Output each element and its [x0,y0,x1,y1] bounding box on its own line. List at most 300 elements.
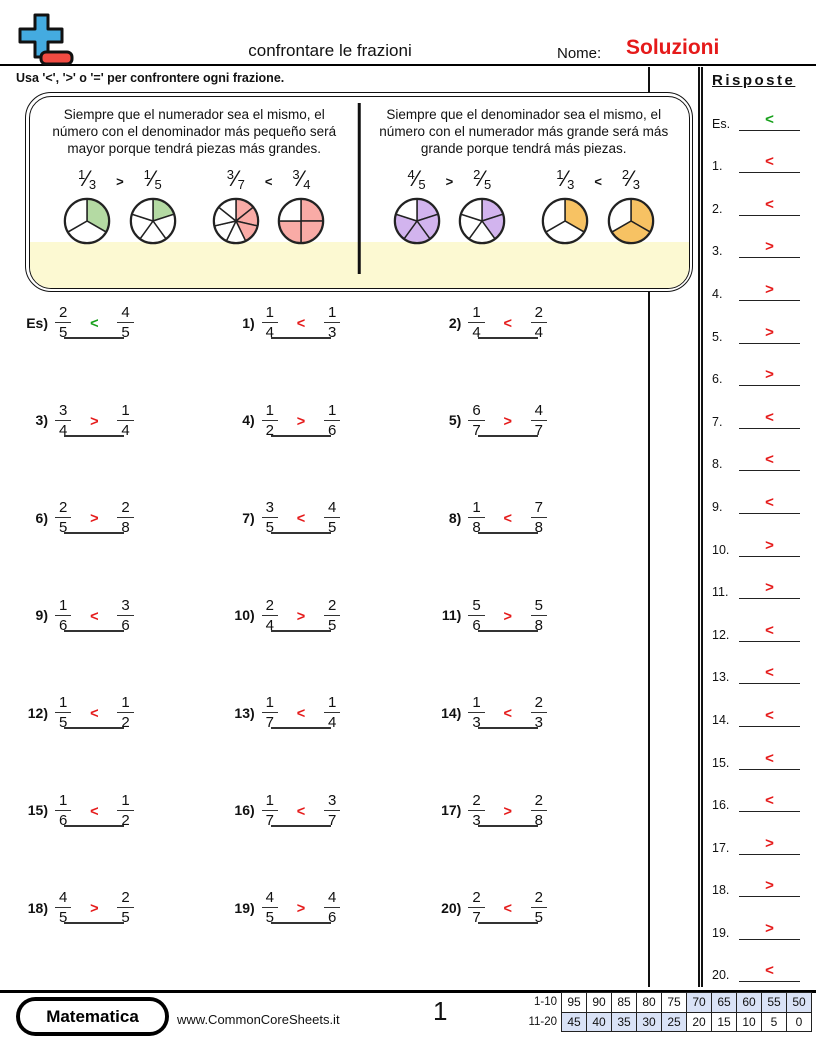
score-cell: 20 [687,1012,712,1032]
answer-blank [271,602,331,632]
answer-label: 20. [712,968,730,983]
fraction-denominator: 5 [324,615,340,634]
answer-symbol: > [90,511,99,527]
example-fraction: $^3$⁄4 [292,166,311,193]
answer-blank [739,494,800,514]
fraction-denominator: 4 [55,420,71,439]
hint-right-examples [375,166,673,245]
example-fraction: $^2$⁄5 [473,166,492,193]
fraction-denominator: 5 [117,322,133,341]
answer-row [712,521,808,564]
fraction-denominator: 6 [324,420,340,439]
fraction-numerator: 6 [472,401,481,419]
pie-chart [129,197,177,245]
fraction-numerator: 2 [534,304,544,321]
fraction-left [262,792,278,829]
problem-number: 16) [234,802,255,818]
fraction-right [531,792,547,829]
example-comparison: < [264,174,273,190]
fraction-right [117,889,133,926]
example-fraction: $^1$⁄3 [78,166,97,193]
fraction-denominator: 4 [531,322,547,341]
answer-blank [739,238,800,258]
fraction-right [324,597,340,634]
fraction-numerator: 4 [121,304,130,321]
example-fraction: $^1$⁄5 [143,166,162,193]
answer-symbol: > [765,323,774,341]
score-cell: 75 [662,993,687,1013]
fraction-denominator: 5 [117,907,133,926]
score-cell: 80 [637,993,662,1013]
fraction-numerator: 2 [534,791,544,809]
fraction-right [324,402,340,439]
answer-label: 10. [712,542,730,557]
score-table [528,992,812,1032]
answer-row [712,564,808,607]
fraction-left [262,889,278,926]
answer-blank [739,196,800,216]
answer-row [712,777,808,820]
problem-number: 17) [441,802,462,818]
problems-grid [14,296,634,979]
fraction-denominator: 4 [262,615,278,634]
answer-symbol: < [765,621,774,639]
hint-left-examples [46,166,344,245]
fraction-numerator: 2 [121,499,130,516]
fraction-numerator: 4 [59,889,68,906]
fraction-left [262,402,278,439]
fraction-numerator: 4 [534,401,544,419]
answer-label: 13. [712,670,730,685]
score-cell: 85 [612,993,637,1013]
fraction-numerator: 5 [534,596,544,614]
score-cell: 10 [737,1012,762,1032]
answer-blank [739,792,800,812]
fraction-denominator: 3 [531,712,547,731]
score-range-label: 11-20 [528,1015,557,1028]
fraction-numerator: 1 [265,694,274,711]
answer-label: Es. [712,116,731,131]
pie-chart [63,197,111,245]
hint-example [63,166,177,245]
answer-label: 3. [712,244,723,259]
answer-blank [739,451,800,471]
score-cell: 40 [587,1012,612,1032]
problem [14,304,221,341]
fraction-denominator: 8 [531,517,547,536]
problem [221,694,428,731]
answer-row [712,691,808,734]
score-cell: 5 [762,1012,787,1032]
answer-symbol: < [765,962,774,980]
problem [14,889,221,926]
fraction-left [468,597,484,634]
answer-symbol: > [503,608,512,625]
answer-blank [739,153,800,173]
answer-blank [64,602,124,632]
fraction-right [531,694,547,731]
answer-symbol: > [765,834,774,852]
fraction-numerator: 3 [328,791,337,809]
problem [427,304,634,341]
fraction-left [468,304,484,341]
fraction-right [117,597,133,634]
hint-right [359,97,689,288]
problem [427,499,634,536]
fraction-left [468,792,484,829]
score-cell: 60 [737,993,762,1013]
score-cell: 15 [712,1012,737,1032]
problem [14,694,221,731]
fraction-numerator: 1 [121,791,130,809]
answer-symbol: < [296,316,306,332]
fraction-numerator: 2 [472,791,481,809]
answer-row [712,180,808,223]
answer-symbol: > [503,413,512,430]
example-comparison: < [594,174,602,190]
answer-label: 1. [712,159,723,174]
fraction-numerator: 4 [265,889,274,906]
fraction-denominator: 3 [468,712,484,731]
fraction-denominator: 6 [117,615,133,634]
fraction-left [55,792,71,829]
answer-row [712,819,808,862]
problem-number: 5) [448,412,462,428]
answer-label: 5. [712,329,723,344]
problem-cell [427,589,634,687]
answer-symbol: > [90,901,99,917]
answer-symbol: > [765,238,774,256]
answer-blank [64,894,124,924]
problem-number: 19) [234,899,255,916]
fraction-right [531,499,547,536]
problem-number: 13) [234,704,255,721]
answer-symbol: < [90,608,99,625]
name-label: Nome: [557,45,602,62]
problem [221,304,428,341]
answer-symbol: > [296,901,306,917]
answer-blank [739,835,800,855]
fraction-denominator: 5 [55,907,71,926]
answer-label: 15. [712,755,730,770]
score-cell: 50 [787,993,812,1013]
fraction-left [262,499,278,536]
hint-right-text: Siempre que el denominador sea el mismo, el número con el numerador más grande será más grande porque tendrá más piezas. [379,106,669,157]
problem [221,402,428,439]
fraction-denominator: 2 [262,420,278,439]
problem-cell [221,881,428,979]
fraction-denominator: 7 [324,810,340,829]
problem-number: 2) [448,314,462,331]
answer-label: 18. [712,883,730,898]
footer-url: www.CommonCoreSheets.it [177,1012,340,1027]
answer-symbol: < [503,901,512,917]
answer-row [712,606,808,649]
fraction-denominator: 5 [324,517,340,536]
fraction-denominator: 6 [324,907,340,926]
pie-chart [607,197,655,245]
answer-row [712,649,808,692]
answer-symbol: < [765,153,774,171]
answer-label: 7. [712,414,723,429]
hint-left-text: Siempre que el numerador sea el mismo, el número con el denominador más pequeño será mayor porque tendrá piezas más grandes. [52,106,337,157]
fraction-numerator: 2 [265,596,274,614]
problem [14,499,221,536]
problem [221,597,428,634]
answer-row [712,734,808,777]
answer-blank [271,309,331,339]
answer-symbol: < [90,316,99,332]
answer-symbol: < [296,511,306,527]
fraction-left [55,889,71,926]
answer-symbol: > [765,280,774,298]
fraction-denominator: 8 [468,517,484,536]
problem-number: 9) [35,607,48,623]
score-cell: 55 [762,993,787,1013]
problem-cell [221,589,428,687]
answer-blank [739,324,800,344]
fraction-denominator: 4 [468,322,484,341]
answer-blank [64,407,124,437]
fraction-numerator: 2 [328,596,337,614]
fraction-left [468,889,484,926]
fraction-denominator: 7 [468,420,484,439]
fraction-left [468,694,484,731]
answer-symbol: > [765,536,774,554]
answer-symbol: > [503,803,512,820]
fraction-denominator: 7 [262,712,278,731]
answer-row [712,138,808,181]
score-cell: 25 [662,1012,687,1032]
score-cell: 70 [687,993,712,1013]
fraction-right [117,402,133,439]
fraction-right [324,889,340,926]
answer-symbol: < [765,749,774,767]
problem-cell [221,394,428,492]
answer-label: 12. [712,627,730,642]
answers-title: Risposte [712,72,796,89]
problem-cell [14,589,221,687]
answer-blank [271,699,331,729]
problem-cell [427,394,634,492]
example-comparison: > [445,174,454,190]
answer-blank [739,366,800,386]
answer-label: 16. [712,798,730,813]
fraction-numerator: 1 [121,694,130,711]
fraction-numerator: 1 [59,791,68,809]
problem-number: 11) [441,607,462,623]
fraction-denominator: 4 [117,420,133,439]
problem-cell [427,296,634,394]
fraction-numerator: 1 [472,694,481,711]
pie-chart [458,197,506,245]
score-cell: 95 [562,993,587,1013]
fraction-left [55,694,71,731]
answer-row [712,904,808,947]
page-header [0,0,816,66]
fraction-numerator: 1 [265,304,274,321]
problem-number: 3) [35,412,48,428]
fraction-denominator: 7 [468,907,484,926]
answer-blank [271,504,331,534]
hint-left [30,97,360,288]
answers-list [712,95,808,989]
fraction-numerator: 1 [121,401,130,419]
answer-blank [739,707,800,727]
fraction-left [55,304,71,341]
problem [221,889,428,926]
fraction-denominator: 3 [468,810,484,829]
problem-number: 10) [234,607,255,623]
fraction-numerator: 1 [265,401,274,419]
fraction-left [468,499,484,536]
hint-example [212,166,326,245]
example-fraction: $^4$⁄5 [407,166,426,193]
problem [427,597,634,634]
answer-blank [271,407,331,437]
fraction-numerator: 1 [265,791,274,809]
fraction-numerator: 1 [328,304,337,321]
example-comparison: > [116,174,124,190]
answer-label: 19. [712,925,730,940]
fraction-numerator: 1 [59,694,68,711]
problem-cell [221,784,428,882]
answer-row [712,947,808,990]
problem-number: 18) [27,899,48,916]
problem-cell [14,881,221,979]
answer-symbol: > [765,919,774,937]
pie-chart [541,197,589,245]
answer-row [712,95,808,138]
fraction-left [262,304,278,341]
fraction-numerator: 2 [534,889,544,906]
answer-blank [478,309,538,339]
fraction-right [531,597,547,634]
fraction-numerator: 2 [59,499,68,516]
fraction-numerator: 2 [534,694,544,711]
answer-blank [271,797,331,827]
fraction-denominator: 8 [531,810,547,829]
answer-symbol: < [765,706,774,724]
problem [427,694,634,731]
answer-blank [739,750,800,770]
answer-blank [478,894,538,924]
fraction-right [117,694,133,731]
answer-label: 9. [712,499,723,514]
fraction-numerator: 5 [472,596,481,614]
fraction-denominator: 3 [324,322,340,341]
answer-row [712,436,808,479]
answer-label: 11. [712,585,729,600]
fraction-numerator: 1 [472,499,481,516]
answer-label: 4. [712,286,723,301]
instruction-text: Usa '<', '>' o '=' per confrontere ogni frazione. [16,71,285,85]
answer-symbol: < [503,706,512,722]
answer-symbol: < [296,803,306,820]
example-fraction: $^3$⁄7 [226,166,245,193]
problem [221,792,428,829]
answer-symbol: > [765,579,774,597]
fraction-denominator: 2 [117,712,133,731]
fraction-numerator: 1 [328,694,337,711]
fraction-right [324,499,340,536]
answer-row [712,308,808,351]
fraction-right [324,792,340,829]
answer-row [712,478,808,521]
answer-blank [478,504,538,534]
answer-symbol: < [503,511,512,527]
fraction-denominator: 6 [55,810,71,829]
fraction-numerator: 3 [265,499,274,516]
fraction-denominator: 7 [531,420,547,439]
answer-row [712,862,808,905]
pie-chart [212,197,260,245]
problem-number: 12) [27,704,48,721]
problem-cell [427,784,634,882]
answer-blank [739,281,800,301]
answer-row [712,265,808,308]
problem [14,597,221,634]
fraction-right [117,499,133,536]
hint-example [393,166,507,245]
fraction-numerator: 2 [59,304,68,321]
problem [14,402,221,439]
problem-cell [221,686,428,784]
fraction-left [55,597,71,634]
fraction-numerator: 1 [59,596,68,614]
example-fraction: $^1$⁄3 [556,166,575,193]
answer-label: 6. [712,372,723,387]
page-number: 1 [433,996,448,1026]
answer-row [712,351,808,394]
answer-symbol: > [296,608,306,625]
worksheet-title: confrontare le frazioni [248,41,412,60]
fraction-denominator: 5 [55,322,71,341]
fraction-numerator: 3 [121,596,130,614]
fraction-right [324,694,340,731]
score-cell: 0 [787,1012,812,1032]
problem [427,792,634,829]
fraction-left [55,402,71,439]
hint-example [541,166,655,245]
answer-label: 14. [712,712,730,727]
fraction-denominator: 5 [55,517,71,536]
fraction-numerator: 4 [328,499,337,516]
answer-blank [739,537,800,557]
example-fraction: $^2$⁄3 [621,166,640,193]
fraction-numerator: 7 [534,499,544,516]
fraction-numerator: 1 [328,401,337,419]
problem [14,792,221,829]
fraction-denominator: 6 [468,615,484,634]
fraction-right [531,402,547,439]
fraction-left [55,499,71,536]
fraction-numerator: 2 [472,889,481,906]
footer-brand-label: Matematica [20,1001,165,1032]
fraction-denominator: 6 [55,615,71,634]
answer-symbol: < [296,706,306,722]
problem-cell [221,296,428,394]
answer-row [712,393,808,436]
answer-row [712,223,808,266]
fraction-right [324,304,340,341]
fraction-left [262,597,278,634]
answer-blank [739,622,800,642]
problem-cell [14,394,221,492]
fraction-denominator: 5 [531,907,547,926]
answer-symbol: > [765,366,774,384]
answer-symbol: < [765,195,774,213]
